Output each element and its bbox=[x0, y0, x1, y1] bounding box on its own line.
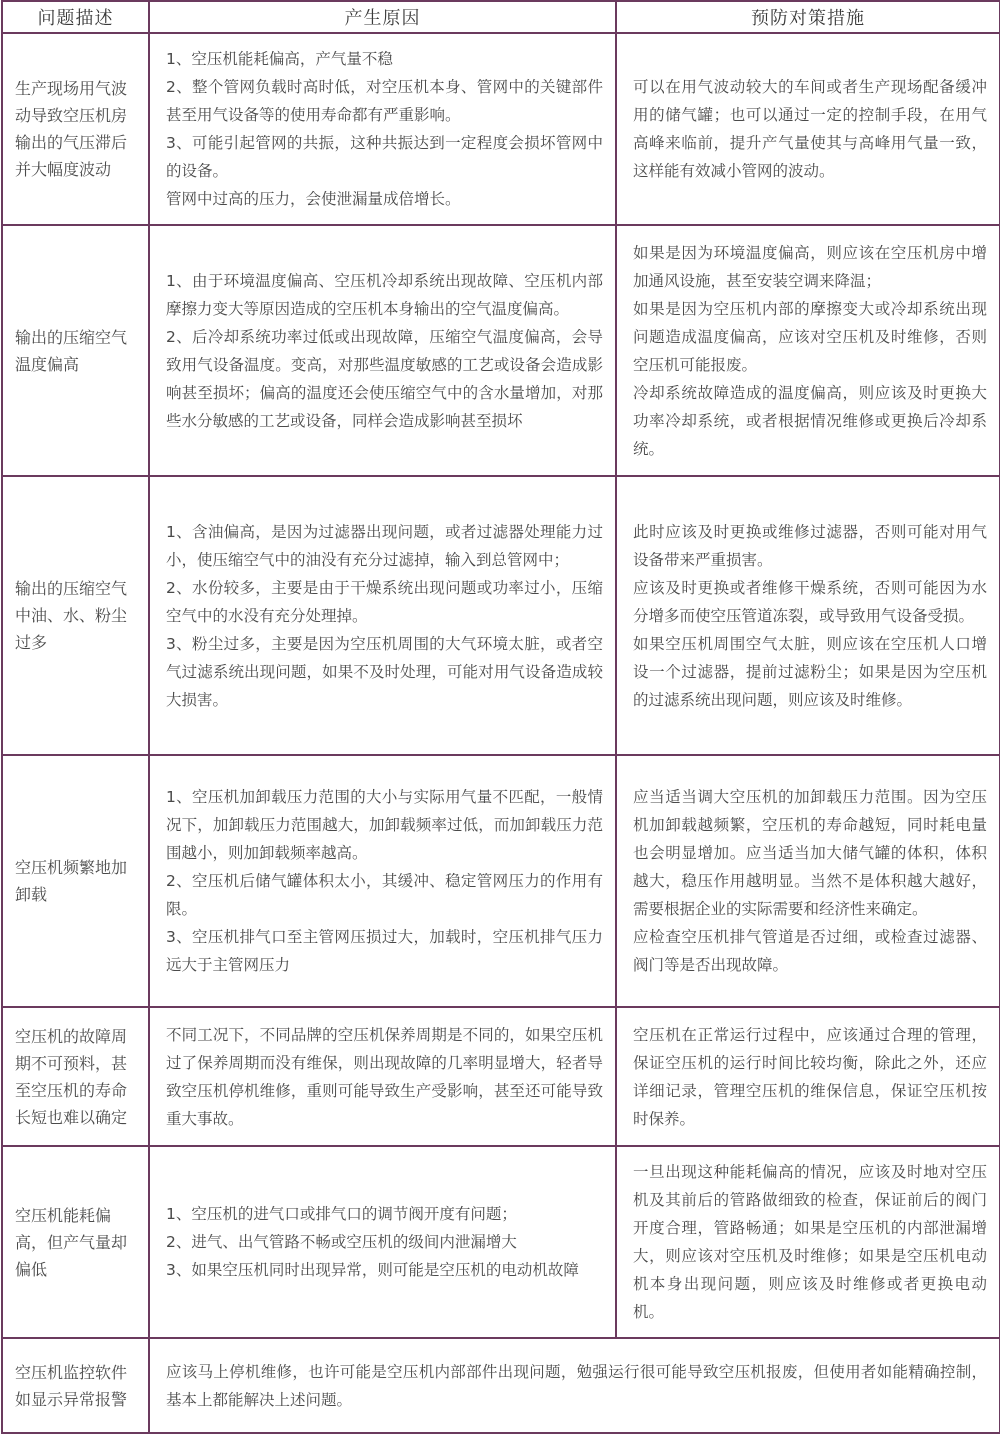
cause-item: 3、粉尘过多，主要是因为空压机周围的大气环境太脏，或者空气过滤系统出现问题，如果不及时处理，可能对用气设备造成较大损害。 bbox=[166, 634, 603, 709]
problem-description: 输出的压缩空气温度偏高 bbox=[2, 225, 149, 476]
merged-measure-cell: 应该马上停机维修，也许可能是空压机内部部件出现问题，勉强运行很可能导致空压机报废，但使用者如能精确控制，基本上都能解决上述问题。 bbox=[149, 1338, 1000, 1433]
table-row bbox=[2, 225, 1000, 476]
cause-item: 1、空压机能耗偏高，产气量不稳 bbox=[166, 50, 393, 68]
cause-cell bbox=[149, 476, 616, 755]
measure-cell bbox=[616, 755, 1000, 1007]
cause-cell bbox=[149, 755, 616, 1007]
measure-cell bbox=[616, 1007, 1000, 1146]
measure-cell bbox=[616, 225, 1000, 476]
measure-cell bbox=[616, 1146, 1000, 1338]
problem-description: 输出的压缩空气中油、水、粉尘过多 bbox=[2, 476, 149, 755]
cause-cell bbox=[149, 1146, 616, 1338]
table-row bbox=[2, 33, 1000, 225]
measure-item: 冷却系统故障造成的温度偏高，则应该及时更换大功率冷却系统，或者根据情况维修或更换后冷却系统。 bbox=[633, 383, 987, 458]
header-measures: 预防对策措施 bbox=[616, 1, 1000, 33]
cause-item: 3、如果空压机同时出现异常，则可能是空压机的电动机故障 bbox=[166, 1261, 579, 1279]
cause-item: 2、进气、出气管路不畅或空压机的级间内泄漏增大 bbox=[166, 1233, 517, 1251]
measure-item: 一旦出现这种能耗偏高的情况，应该及时地对空压机及其前后的管路做细致的检查，保证前后的阀门开度合理，管路畅通；如果是空压机的内部泄漏增大，则应该对空压机及时维修；如果是空压机电动机本身出现问题，则应该及时维修或者更换电动机。 bbox=[633, 1163, 987, 1321]
cause-item: 2、空压机后储气罐体积太小，其缓冲、稳定管网压力的作用有限。 bbox=[166, 872, 603, 918]
cause-item: 2、后冷却系统功率过低或出现故障，压缩空气温度偏高，会导致用气设备温度。变高，对那些温度敏感的工艺或设备会造成影响甚至损坏；偏高的温度还会使压缩空气中的含水量增加，对那些水分敏感的工艺或设备，同样会造成影响甚至损坏 bbox=[166, 327, 603, 430]
table-row bbox=[2, 1338, 1000, 1433]
table-header-row bbox=[2, 1, 1000, 33]
cause-item: 1、空压机的进气口或排气口的调节阀开度有问题； bbox=[166, 1205, 517, 1223]
cause-cell bbox=[149, 225, 616, 476]
table-row bbox=[2, 476, 1000, 755]
measure-item: 如果是因为空压机内部的摩擦变大或冷却系统出现问题造成温度偏高，应该对空压机及时维修，否则空压机可能报废。 bbox=[633, 299, 987, 374]
header-problem-description: 问题描述 bbox=[2, 1, 149, 33]
measure-item: 如果是因为环境温度偏高，则应该在空压机房中增加通风设施，甚至安装空调来降温； bbox=[633, 243, 987, 290]
cause-item: 3、可能引起管网的共振，这种共振达到一定程度会损坏管网中的设备。 bbox=[166, 134, 603, 180]
problem-description: 空压机的故障周期不可预料，甚至空压机的寿命长短也难以确定 bbox=[2, 1007, 149, 1146]
table-row bbox=[2, 1146, 1000, 1338]
problem-description: 生产现场用气波动导致空压机房输出的气压滞后并大幅度波动 bbox=[2, 33, 149, 225]
problem-description: 空压机频繁地加卸载 bbox=[2, 755, 149, 1007]
cause-item: 1、含油偏高，是因为过滤器出现问题，或者过滤器处理能力过小，使压缩空气中的油没有充分过滤掉，输入到总管网中； bbox=[166, 522, 603, 569]
measure-item: 空压机在正常运行过程中，应该通过合理的管理，保证空压机的运行时间比较均衡，除此之外，还应详细记录，管理空压机的维保信息，保证空压机按时保养。 bbox=[633, 1025, 987, 1128]
measure-item: 如果空压机周围空气太脏，则应该在空压机人口增设一个过滤器，提前过滤粉尘；如果是因为空压机的过滤系统出现问题，则应该及时维修。 bbox=[633, 634, 987, 709]
measure-cell bbox=[616, 476, 1000, 755]
cause-item: 2、整个管网负载时高时低，对空压机本身、管网中的关键部件甚至用气设备等的使用寿命都有严重影响。 bbox=[166, 78, 603, 124]
header-causes: 产生原因 bbox=[149, 1, 616, 33]
cause-item: 管网中过高的压力，会使泄漏量成倍增长。 bbox=[166, 190, 461, 208]
cause-item: 1、空压机加卸载压力范围的大小与实际用气量不匹配，一般情况下，加卸载压力范围越大，加卸载频率过低，而加卸载压力范围越小，则加卸载频率越高。 bbox=[166, 788, 603, 862]
table-row bbox=[2, 1007, 1000, 1146]
cause-item: 1、由于环境温度偏高、空压机冷却系统出现故障、空压机内部摩擦力变大等原因造成的空压机本身输出的空气温度偏高。 bbox=[166, 271, 603, 318]
cause-cell bbox=[149, 33, 616, 225]
cause-item: 不同工况下，不同品牌的空压机保养周期是不同的，如果空压机过了保养周期而没有维保，则出现故障的几率明显增大，轻者导致空压机停机维修，重则可能导致生产受影响，甚至还可能导致重大事故。 bbox=[166, 1025, 603, 1128]
problem-description: 空压机能耗偏高，但产气量却偏低 bbox=[2, 1146, 149, 1338]
measure-item: 应该及时更换或者维修干燥系统，否则可能因为水分增多而使空压管道冻裂，或导致用气设备受损。 bbox=[633, 578, 987, 625]
table-row bbox=[2, 755, 1000, 1007]
troubleshooting-table bbox=[1, 0, 1000, 1434]
measure-item: 应当适当调大空压机的加卸载压力范围。因为空压机加卸载越频繁，空压机的寿命越短，同时耗电量也会明显增加。应当适当加大储气罐的体积，体积越大，稳压作用越明显。当然不是体积越大越好，需要根据企业的实际需要和经济性来确定。 bbox=[633, 788, 987, 918]
measure-item: 此时应该及时更换或维修过滤器，否则可能对用气设备带来严重损害。 bbox=[633, 522, 987, 569]
measure-cell bbox=[616, 33, 1000, 225]
measure-item: 应检查空压机排气管道是否过细，或检查过滤器、阀门等是否出现故障。 bbox=[633, 928, 987, 974]
cause-item: 2、水份较多，主要是由于干燥系统出现问题或功率过小，压缩空气中的水没有充分处理掉。 bbox=[166, 578, 603, 625]
problem-description: 空压机监控软件如显示异常报警 bbox=[2, 1338, 149, 1433]
measure-item: 可以在用气波动较大的车间或者生产现场配备缓冲用的储气罐；也可以通过一定的控制手段，在用气高峰来临前，提升产气量使其与高峰用气量一致，这样能有效减小管网的波动。 bbox=[633, 78, 987, 180]
cause-item: 3、空压机排气口至主管网压损过大，加载时，空压机排气压力远大于主管网压力 bbox=[166, 928, 603, 974]
cause-cell bbox=[149, 1007, 616, 1146]
